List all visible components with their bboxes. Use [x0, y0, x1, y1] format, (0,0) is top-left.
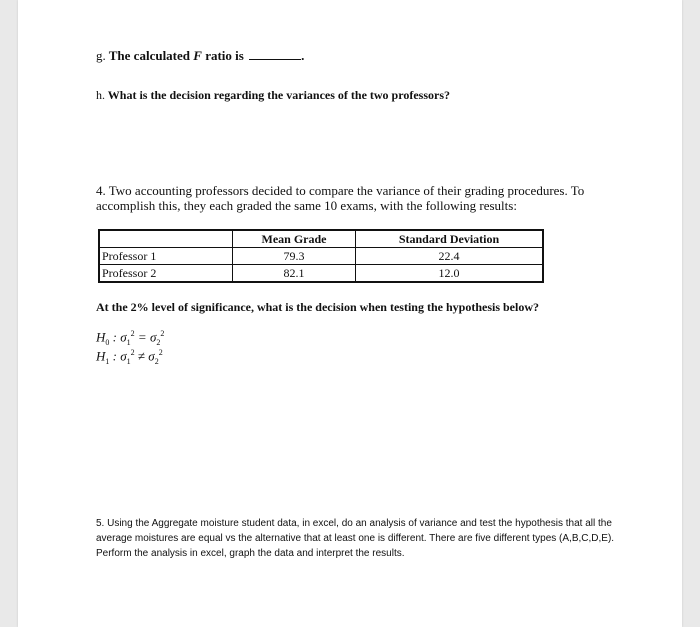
table-header-row [99, 230, 543, 248]
table-row [99, 248, 543, 265]
hyp-sub: 2 [154, 356, 159, 366]
sigma-symbol: σ [148, 348, 155, 364]
answer-blank [249, 58, 301, 60]
table-cell-mean: 79.3 [233, 248, 356, 265]
sigma-symbol: σ [149, 329, 157, 345]
table-header-cell [99, 230, 233, 248]
table-cell-name: Professor 2 [99, 265, 233, 283]
hyp-symbol: H [96, 348, 106, 364]
alternative-hypothesis [96, 348, 163, 366]
question-h-label: h. [96, 88, 105, 102]
hyp-sup: 2 [160, 329, 165, 338]
question-g-text2: ratio is [205, 48, 244, 63]
sigma-symbol: σ [120, 329, 127, 345]
hyp-sup: 2 [130, 329, 135, 338]
question-g-label: g. [96, 48, 106, 63]
sigma-symbol: σ [120, 348, 127, 364]
hyp-sup: 2 [130, 348, 135, 357]
hyp-sub: 1 [126, 337, 131, 347]
grades-table [98, 229, 544, 283]
table-header-cell: Mean Grade [233, 230, 356, 248]
document-page [18, 0, 682, 627]
hyp-symbol: H [96, 329, 106, 345]
hyp-operator: = [137, 329, 147, 345]
null-hypothesis [96, 329, 164, 347]
question-g-end: . [301, 48, 305, 63]
question-4-intro: 4. Two accounting professors decided to compare the variance of their grading procedures. To accomplish this, they each graded the same 10 exams, with the following results: [96, 183, 585, 213]
question-g [96, 48, 304, 64]
question-h-text: What is the decision regarding the variances of the two professors? [107, 88, 450, 102]
table-row [99, 265, 543, 283]
table-cell-name: Professor 1 [99, 248, 233, 265]
hyp-operator: ≠ [137, 348, 146, 364]
hyp-sup: 2 [158, 348, 163, 357]
table-cell-sd: 12.0 [356, 265, 544, 283]
question-h [96, 88, 450, 103]
hyp-sub: 1 [126, 356, 131, 366]
table-cell-sd: 22.4 [356, 248, 544, 265]
question-g-text: The calculated [108, 48, 191, 63]
question-g-var: F [193, 48, 202, 63]
hyp-sub: 1 [105, 356, 110, 366]
table-cell-mean: 82.1 [233, 265, 356, 283]
hyp-sub: 0 [105, 337, 110, 347]
hyp-sep: : [112, 329, 117, 345]
table-header-cell: Standard Deviation [356, 230, 544, 248]
hyp-sub: 2 [156, 337, 161, 347]
question-4-prompt: At the 2% level of significance, what is the decision when testing the hypothesis below? [96, 300, 539, 314]
question-5: 5. Using the Aggregate moisture student data, in excel, do an analysis of variance and test the hypothesis that all the average moistures are equal vs the alternative that at least one is different. There are five different types (A,B,C,D,E). Perform the analysis in excel, graph the data and interpret the results. [96, 518, 615, 559]
hyp-sep: : [112, 348, 117, 364]
